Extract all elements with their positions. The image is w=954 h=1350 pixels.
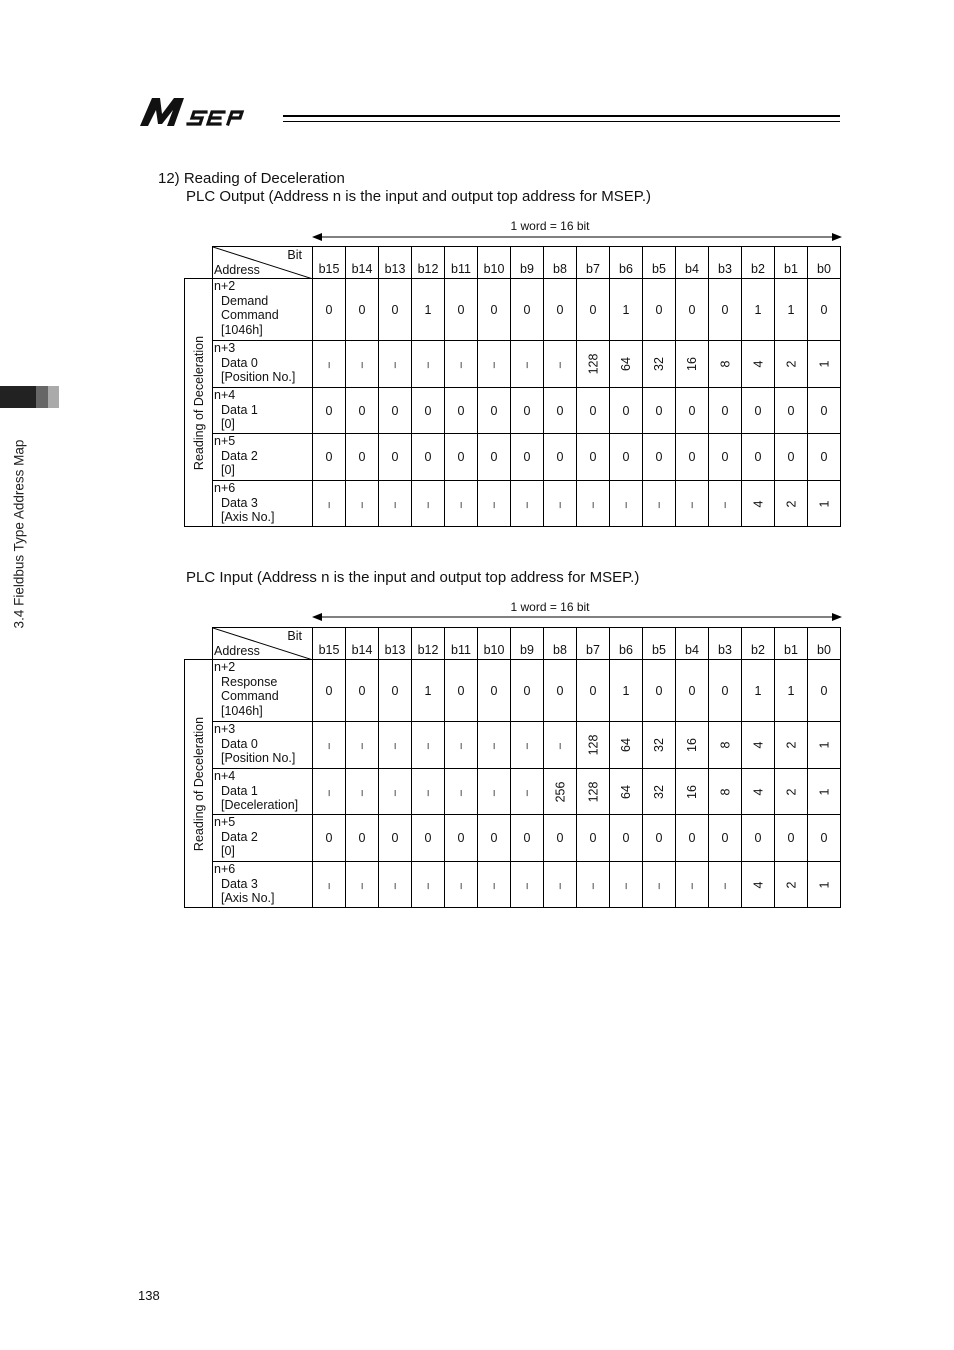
address-cell [213, 660, 313, 722]
bit-cell-weight: 1 [808, 769, 841, 815]
bit-column-header: b11 [445, 247, 478, 279]
bit-cell: 0 [511, 434, 544, 481]
address-header-label: Address [214, 263, 260, 277]
bit-cell-weight: 2 [775, 862, 808, 908]
bit-cell-unused: – [346, 481, 379, 527]
bit-cell-weight: 64 [610, 341, 643, 388]
bit-cell: 0 [643, 815, 676, 862]
word-size-label: 1 word = 16 bit [510, 219, 590, 233]
bit-cell: 0 [577, 279, 610, 341]
bit-cell-weight: 1 [808, 722, 841, 769]
bit-cell: 0 [709, 279, 742, 341]
bit-cell-unused: – [610, 862, 643, 908]
bit-cell: 0 [445, 434, 478, 481]
bit-cell-unused: – [346, 722, 379, 769]
bit-column-header: b10 [478, 247, 511, 279]
group-label: Reading of Deceleration [191, 335, 206, 470]
bit-cell: 0 [511, 815, 544, 862]
bit-cell: 0 [379, 279, 412, 341]
address-cell [213, 388, 313, 434]
bit-cell: 0 [379, 388, 412, 434]
address-cell [213, 769, 313, 815]
bit-column-header: b0 [808, 247, 841, 279]
bit-cell: 0 [709, 660, 742, 722]
bit-cell-unused: – [511, 862, 544, 908]
address-line: Data 1 [221, 402, 258, 417]
bit-cell: 0 [313, 388, 346, 434]
bit-cell-unused: – [313, 341, 346, 388]
bit-cell-unused: – [313, 769, 346, 815]
word-size-label: 1 word = 16 bit [510, 600, 590, 614]
bit-cell-unused: – [478, 862, 511, 908]
bit-cell-weight: 4 [742, 481, 775, 527]
bit-cell: 0 [643, 660, 676, 722]
bit-cell-unused: – [412, 769, 445, 815]
bit-cell-weight: 32 [643, 341, 676, 388]
bit-header-label: Bit [287, 248, 302, 262]
address-line: Demand [221, 293, 269, 308]
bit-cell: 0 [742, 388, 775, 434]
bit-cell-weight: 1 [808, 341, 841, 388]
bit-cell-unused: – [511, 722, 544, 769]
bit-column-header: b13 [379, 628, 412, 660]
bit-column-header: b4 [676, 628, 709, 660]
bit-cell: 0 [346, 660, 379, 722]
bit-cell-unused: – [379, 769, 412, 815]
bit-cell-unused: – [412, 341, 445, 388]
bit-column-header: b14 [346, 247, 379, 279]
bit-column-header: b9 [511, 628, 544, 660]
bit-column-header: b1 [775, 628, 808, 660]
bit-cell: 0 [709, 815, 742, 862]
bit-column-header: b3 [709, 628, 742, 660]
bit-cell: 0 [676, 434, 709, 481]
header-rule-top [283, 115, 840, 117]
bit-cell: 0 [478, 815, 511, 862]
bit-cell: 0 [478, 434, 511, 481]
bit-cell: 0 [544, 815, 577, 862]
bit-cell-unused: – [379, 862, 412, 908]
bit-cell-unused: – [412, 862, 445, 908]
bit-cell: 0 [610, 815, 643, 862]
address-line: [1046h] [221, 703, 263, 718]
bit-cell-unused: – [379, 341, 412, 388]
bit-cell: 0 [511, 279, 544, 341]
bit-cell: 0 [610, 388, 643, 434]
bit-column-header: b1 [775, 247, 808, 279]
section-side-title: 3.4 Fieldbus Type Address Map [11, 439, 27, 629]
address-cell [213, 722, 313, 769]
bit-cell: 1 [775, 660, 808, 722]
bit-cell: 1 [412, 660, 445, 722]
bit-cell: 0 [379, 660, 412, 722]
bit-column-header: b12 [412, 247, 445, 279]
section-heading: 12) Reading of Deceleration [158, 170, 345, 187]
address-line: n+3 [214, 341, 236, 355]
side-tab-marker-light [48, 386, 59, 408]
bit-cell: 0 [775, 815, 808, 862]
bit-cell-unused: – [313, 481, 346, 527]
bit-cell-weight: 4 [742, 769, 775, 815]
bit-cell-weight: 128 [577, 341, 610, 388]
address-cell [213, 434, 313, 481]
bit-column-header: b2 [742, 628, 775, 660]
bit-cell-unused: – [478, 769, 511, 815]
bit-column-header: b5 [643, 247, 676, 279]
bit-column-header: b11 [445, 628, 478, 660]
address-line: Command [221, 689, 279, 703]
bit-cell-unused: – [676, 862, 709, 908]
bit-cell: 0 [544, 388, 577, 434]
address-line: n+6 [214, 862, 236, 876]
bit-cell-weight: 32 [643, 722, 676, 769]
bit-cell-unused: – [544, 481, 577, 527]
bit-cell-unused: – [445, 341, 478, 388]
bit-cell: 0 [445, 279, 478, 341]
bit-column-header: b13 [379, 247, 412, 279]
side-tab-marker-mid [36, 386, 48, 408]
bit-cell-weight: 1 [808, 862, 841, 908]
bit-cell-weight: 128 [577, 722, 610, 769]
address-line: [0] [221, 417, 235, 431]
address-line: [1046h] [221, 322, 263, 337]
address-cell [213, 862, 313, 908]
bit-cell: 0 [643, 434, 676, 481]
bit-cell: 0 [808, 815, 841, 862]
msep-logo [138, 92, 278, 132]
address-header-label: Address [214, 644, 260, 658]
group-label-cell [185, 279, 213, 527]
bit-cell: 0 [577, 388, 610, 434]
bit-cell: 1 [742, 660, 775, 722]
bit-cell-weight: 32 [643, 769, 676, 815]
bit-cell: 0 [808, 434, 841, 481]
bit-cell-weight: 2 [775, 341, 808, 388]
bit-column-header: b4 [676, 247, 709, 279]
page-number: 138 [138, 1288, 160, 1303]
input-caption: PLC Input (Address n is the input and output top address for MSEP.) [186, 569, 640, 586]
bit-column-header: b6 [610, 247, 643, 279]
bit-cell-unused: – [544, 341, 577, 388]
bit-cell: 0 [346, 815, 379, 862]
word-span-arrow [312, 231, 842, 243]
bit-cell: 1 [610, 279, 643, 341]
address-line: n+5 [214, 815, 236, 829]
header-rule-bottom [283, 121, 840, 122]
bit-cell: 0 [445, 660, 478, 722]
bit-cell: 0 [379, 434, 412, 481]
address-line: [0] [221, 463, 235, 477]
address-cell [213, 279, 313, 341]
bit-column-header: b7 [577, 628, 610, 660]
bit-cell-unused: – [643, 481, 676, 527]
bit-cell-weight: 4 [742, 341, 775, 388]
bit-cell: 0 [643, 279, 676, 341]
bit-cell-weight: 16 [676, 341, 709, 388]
bit-header-label: Bit [287, 629, 302, 643]
bit-column-header: b8 [544, 628, 577, 660]
bit-column-header: b2 [742, 247, 775, 279]
bit-cell: 0 [313, 434, 346, 481]
bit-column-header: b3 [709, 247, 742, 279]
bit-cell-weight: 1 [808, 481, 841, 527]
bit-cell: 0 [346, 434, 379, 481]
address-line: Data 2 [221, 448, 258, 463]
address-line: n+3 [214, 722, 236, 736]
bit-cell: 0 [676, 660, 709, 722]
address-line: Command [221, 308, 279, 322]
bit-cell-weight: 64 [610, 769, 643, 815]
bit-cell-unused: – [709, 862, 742, 908]
bit-column-header: b15 [313, 247, 346, 279]
bit-cell-unused: – [643, 862, 676, 908]
bit-cell-unused: – [346, 862, 379, 908]
bit-cell: 0 [544, 660, 577, 722]
bit-cell: 0 [808, 388, 841, 434]
address-line: [0] [221, 844, 235, 858]
bit-cell-unused: – [544, 722, 577, 769]
bit-cell: 0 [676, 815, 709, 862]
bit-cell-unused: – [610, 481, 643, 527]
bit-column-header: b15 [313, 628, 346, 660]
bit-cell: 0 [346, 388, 379, 434]
bit-cell: 0 [313, 660, 346, 722]
bit-cell-weight: 8 [709, 341, 742, 388]
bit-cell: 0 [676, 388, 709, 434]
address-line: n+6 [214, 481, 236, 495]
bit-cell-unused: – [379, 481, 412, 527]
bit-cell: 1 [775, 279, 808, 341]
bit-cell-unused: – [313, 862, 346, 908]
bit-column-header: b6 [610, 628, 643, 660]
address-line: n+4 [214, 388, 236, 402]
bit-cell-unused: – [412, 481, 445, 527]
address-line: [Axis No.] [221, 510, 275, 524]
bit-cell-weight: 8 [709, 722, 742, 769]
address-line: [Deceleration] [221, 798, 299, 812]
bit-cell-unused: – [313, 722, 346, 769]
bit-cell-weight: 64 [610, 722, 643, 769]
address-line: [Axis No.] [221, 891, 275, 905]
bit-column-header: b9 [511, 247, 544, 279]
bit-cell: 1 [742, 279, 775, 341]
bit-column-header: b14 [346, 628, 379, 660]
bit-cell-unused: – [478, 481, 511, 527]
bit-cell: 0 [742, 434, 775, 481]
bit-cell-unused: – [511, 769, 544, 815]
bit-cell-unused: – [445, 722, 478, 769]
bit-cell-unused: – [445, 862, 478, 908]
address-line: Data 0 [221, 355, 258, 370]
bit-cell-weight: 2 [775, 722, 808, 769]
bit-cell-unused: – [379, 722, 412, 769]
bit-column-header: b7 [577, 247, 610, 279]
bit-cell: 0 [709, 388, 742, 434]
bit-cell: 0 [577, 434, 610, 481]
address-line: [Position No.] [221, 370, 296, 384]
bit-column-header: b5 [643, 628, 676, 660]
bit-cell: 1 [610, 660, 643, 722]
bit-cell: 0 [478, 279, 511, 341]
address-line: Response [221, 674, 278, 689]
address-cell [213, 815, 313, 862]
bit-cell: 0 [775, 388, 808, 434]
bit-cell-unused: – [346, 341, 379, 388]
bit-cell-unused: – [478, 341, 511, 388]
address-line: n+2 [214, 660, 236, 674]
bit-cell: 0 [577, 660, 610, 722]
bit-cell-weight: 4 [742, 862, 775, 908]
bit-cell-weight: 8 [709, 769, 742, 815]
bit-cell: 0 [544, 279, 577, 341]
bit-column-header: b10 [478, 628, 511, 660]
bit-cell: 0 [478, 660, 511, 722]
address-line: Data 3 [221, 495, 258, 510]
plc-input-table [184, 627, 841, 908]
bit-cell: 0 [511, 388, 544, 434]
bit-cell-unused: – [577, 862, 610, 908]
bit-cell-unused: – [676, 481, 709, 527]
bit-cell-unused: – [511, 481, 544, 527]
bit-cell-unused: – [544, 862, 577, 908]
bit-column-header: b0 [808, 628, 841, 660]
side-tab-marker [0, 386, 36, 408]
bit-cell-unused: – [709, 481, 742, 527]
bit-cell: 0 [808, 279, 841, 341]
bit-cell: 0 [610, 434, 643, 481]
bit-cell: 0 [643, 388, 676, 434]
output-caption: PLC Output (Address n is the input and output top address for MSEP.) [186, 188, 651, 205]
group-label: Reading of Deceleration [191, 716, 206, 851]
address-line: Data 1 [221, 783, 258, 798]
bit-cell: 0 [544, 434, 577, 481]
bit-column-header: b12 [412, 628, 445, 660]
bit-cell: 1 [412, 279, 445, 341]
bit-column-header: b8 [544, 247, 577, 279]
bit-cell: 0 [412, 815, 445, 862]
bit-cell: 0 [313, 279, 346, 341]
bit-cell-unused: – [577, 481, 610, 527]
address-cell [213, 341, 313, 388]
bit-cell-weight: 2 [775, 769, 808, 815]
bit-cell-unused: – [511, 341, 544, 388]
bit-cell-weight: 4 [742, 722, 775, 769]
bit-cell-weight: 128 [577, 769, 610, 815]
bit-cell: 0 [676, 279, 709, 341]
address-line: n+2 [214, 279, 236, 293]
bit-cell-weight: 2 [775, 481, 808, 527]
bit-cell: 0 [511, 660, 544, 722]
address-line: Data 0 [221, 736, 258, 751]
bit-cell: 0 [478, 388, 511, 434]
bit-address-header-cell [213, 247, 312, 277]
bit-cell-unused: – [412, 722, 445, 769]
bit-cell: 0 [808, 660, 841, 722]
address-line: n+5 [214, 434, 236, 448]
address-line: [Position No.] [221, 751, 296, 765]
bit-cell: 0 [379, 815, 412, 862]
bit-cell: 0 [412, 434, 445, 481]
bit-cell: 0 [775, 434, 808, 481]
bit-cell: 0 [445, 815, 478, 862]
bit-cell-unused: – [346, 769, 379, 815]
bit-cell-weight: 16 [676, 769, 709, 815]
bit-cell-unused: – [445, 481, 478, 527]
bit-cell: 0 [412, 388, 445, 434]
bit-cell: 0 [313, 815, 346, 862]
address-line: n+4 [214, 769, 236, 783]
bit-cell: 0 [346, 279, 379, 341]
bit-cell-weight: 256 [544, 769, 577, 815]
bit-cell-unused: – [445, 769, 478, 815]
bit-cell-weight: 16 [676, 722, 709, 769]
address-line: Data 3 [221, 876, 258, 891]
plc-output-table [184, 246, 841, 527]
bit-cell-unused: – [478, 722, 511, 769]
bit-cell: 0 [445, 388, 478, 434]
group-label-cell [185, 660, 213, 908]
bit-address-header-cell [213, 628, 312, 658]
bit-cell: 0 [577, 815, 610, 862]
address-line: Data 2 [221, 829, 258, 844]
bit-cell: 0 [742, 815, 775, 862]
word-span-arrow [312, 611, 842, 623]
address-cell [213, 481, 313, 527]
bit-cell: 0 [709, 434, 742, 481]
